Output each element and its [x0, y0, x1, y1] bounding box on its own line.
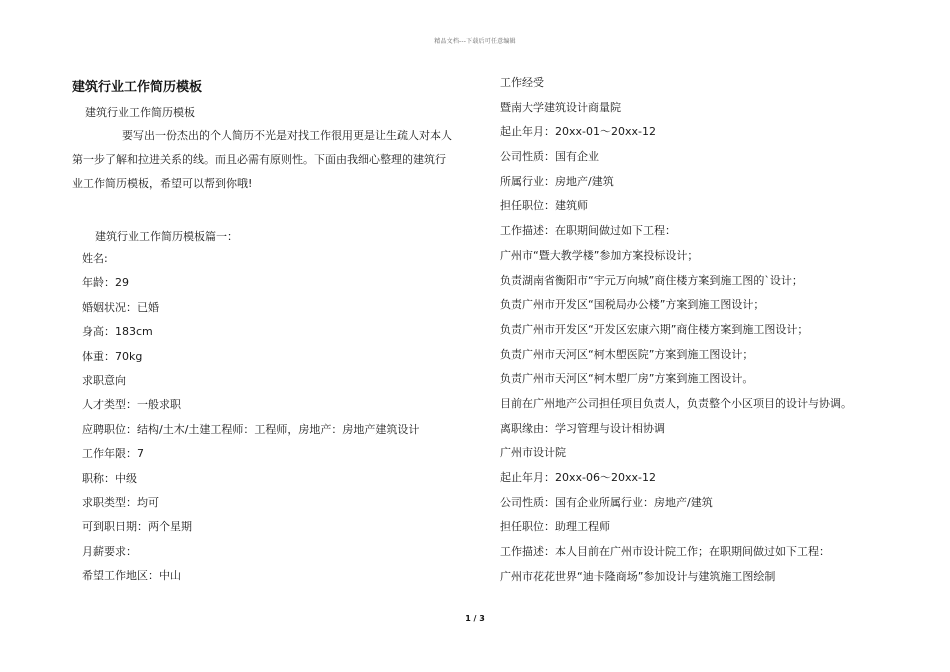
- document-subtitle: 建筑行业工作简历模板: [85, 106, 195, 119]
- company-type: 公司性质：国有企业: [500, 150, 599, 164]
- company-type: 公司性质：国有企业所属行业：房地产/建筑: [500, 495, 713, 509]
- intro-line: 业工作简历模板，希望可以帮到你哦!: [72, 177, 253, 190]
- document-title: 建筑行业工作简历模板: [72, 80, 203, 95]
- project-item: 广州市花花世界“迪卡隆商场”参加设计与建筑施工图绘制: [500, 569, 776, 583]
- section-heading: 建筑行业工作简历模板篇一：: [95, 230, 238, 243]
- project-item: 广州市“暨大教学楼”参加方案投标设计；: [500, 248, 699, 262]
- project-item: 负责广州市天河区“柯木塱医院”方案到施工图设计；: [500, 347, 754, 361]
- work-experience-list: [500, 76, 852, 594]
- info-applied-position: 应聘职位：结构/土木/土建工程师：工程师，房地产：房地产建筑设计: [82, 422, 420, 436]
- info-height: 身高：183cm: [82, 325, 153, 339]
- info-salary: 月薪要求：: [82, 544, 137, 558]
- info-age: 年龄：29: [82, 276, 129, 290]
- employer-name: 广州市设计院: [500, 446, 566, 460]
- current-role: 目前在广州地产公司担任项目负责人，负责整个小区项目的设计与协调。: [500, 396, 852, 410]
- personal-info-list: [82, 251, 419, 592]
- intro-line: 要写出一份杰出的个人简历不光是对找工作很用更是让生疏人对本人: [122, 129, 452, 142]
- header-note: 精品文档---下载后可任意编辑: [434, 38, 516, 45]
- info-talent-type: 人才类型：一般求职: [82, 398, 181, 412]
- info-available-date: 可到职日期：两个星期: [82, 520, 192, 534]
- page-number: 1 / 3: [465, 614, 485, 623]
- position: 担任职位：助理工程师: [500, 520, 610, 534]
- work-experience-heading: 工作经受: [500, 76, 544, 89]
- info-job-intent-heading: 求职意向: [82, 373, 126, 387]
- info-title: 职称：中级: [82, 471, 137, 485]
- intro-paragraph: [72, 124, 472, 196]
- position: 担任职位：建筑师: [500, 199, 588, 213]
- info-weight: 体重：70kg: [82, 349, 143, 363]
- work-period: 起止年月：20xx-01～20xx-12: [500, 125, 656, 139]
- intro-line: 第一步了解和拉进关系的线。而且必需有原则性。下面由我细心整理的建筑行: [72, 153, 446, 166]
- work-description: 工作描述：本人目前在广州市设计院工作；在职期间做过如下工程：: [500, 545, 830, 559]
- info-job-type: 求职类型：均可: [82, 495, 159, 509]
- info-work-region: 希望工作地区：中山: [82, 569, 181, 583]
- info-work-years: 工作年限：7: [82, 447, 144, 461]
- work-description: 工作描述：在职期间做过如下工程：: [500, 224, 676, 238]
- info-name: 姓名:: [82, 252, 108, 265]
- industry: 所属行业：房地产/建筑: [500, 174, 614, 188]
- project-item: 负责广州市开发区“开发区宏康六期”商住楼方案到施工图设计；: [500, 322, 809, 336]
- leaving-reason: 离职缘由：学习管理与设计相协调: [500, 421, 665, 435]
- project-item: 负责广州市开发区“国税局办公楼”方案到施工图设计；: [500, 298, 765, 312]
- employer-name: 暨南大学建筑设计商量院: [500, 100, 621, 114]
- project-item: 负责广州市天河区“柯木塱厂房”方案到施工图设计。: [500, 372, 754, 386]
- project-item: 负责湖南省衡阳市“宇元万向城”商住楼方案到施工图的`设计；: [500, 273, 803, 287]
- info-marital-status: 婚姻状况：已婚: [82, 300, 159, 314]
- work-period: 起止年月：20xx-06～20xx-12: [500, 471, 656, 484]
